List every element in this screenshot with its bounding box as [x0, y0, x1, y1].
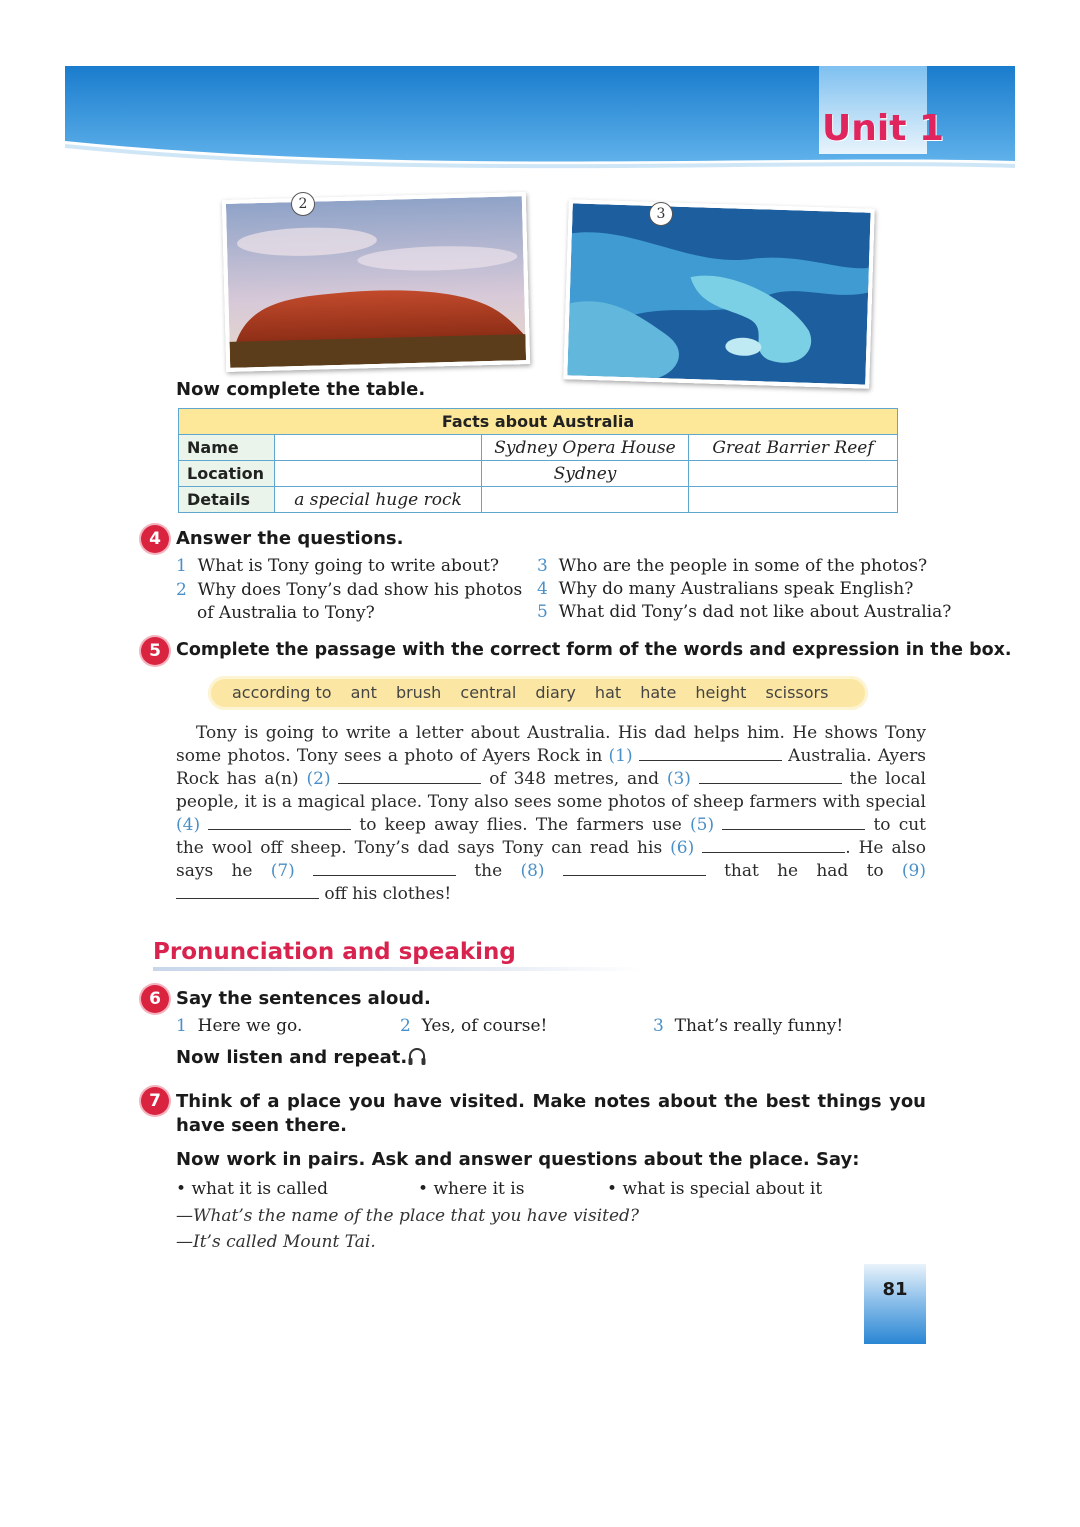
table-cell: [689, 487, 898, 513]
dialogue-line: —What’s the name of the place that you have visited?: [176, 1206, 640, 1226]
blank-9[interactable]: [176, 884, 319, 899]
table-row: [179, 487, 898, 513]
question-4: 4 Why do many Australians speak English?: [537, 579, 914, 599]
table-cell: [482, 487, 689, 513]
table-cell: [689, 461, 898, 487]
blank-3[interactable]: [699, 769, 842, 784]
exercise-number-6: 6: [141, 985, 169, 1013]
blank-4[interactable]: [208, 815, 351, 830]
row-label: Details: [179, 487, 275, 513]
blank-6[interactable]: [702, 838, 845, 853]
word-item: hate: [640, 683, 677, 702]
table-cell: [275, 461, 482, 487]
barrier-reef-photo: [563, 199, 875, 389]
blank-1[interactable]: [639, 746, 782, 761]
table-row: [179, 435, 898, 461]
headphones-icon[interactable]: [407, 1046, 427, 1068]
listen-instruction: Now listen and repeat.: [176, 1047, 408, 1068]
exercise-7-title: Think of a place you have visited. Make notes about the best things you have seen there.: [176, 1091, 926, 1136]
question-2: 2 Why does Tony’s dad show his photos of Australia to Tony?: [176, 580, 523, 623]
facts-table: [178, 408, 898, 513]
row-label: Name: [179, 435, 275, 461]
photo-number-3: 3: [649, 202, 673, 226]
bullet-item: • where it is: [418, 1179, 525, 1199]
word-item: hat: [594, 683, 622, 702]
bullet-item: • what it is called: [176, 1179, 329, 1199]
table-row: [179, 461, 898, 487]
table-title: Facts about Australia: [179, 409, 898, 435]
pairs-instruction: Now work in pairs. Ask and answer questions about the place. Say:: [176, 1149, 860, 1170]
word-box: [208, 676, 868, 710]
blank-8[interactable]: [563, 861, 706, 876]
word-item: central: [460, 683, 517, 702]
word-item: scissors: [765, 683, 829, 702]
word-item: ant: [350, 683, 377, 702]
page-number: 81: [882, 1279, 908, 1300]
blank-2[interactable]: [338, 769, 481, 784]
word-item: according to: [232, 683, 332, 702]
section-heading-underline: [153, 967, 643, 971]
bullet-item: • what is special about it: [607, 1179, 823, 1199]
sentence-3: 3 That’s really funny!: [653, 1016, 844, 1036]
word-item: height: [695, 683, 747, 702]
word-item: brush: [395, 683, 442, 702]
word-item: diary: [535, 683, 576, 702]
dialogue-line: —It’s called Mount Tai.: [176, 1232, 376, 1252]
question-3: 3 Who are the people in some of the photos?: [537, 556, 928, 576]
table-cell: Sydney: [482, 461, 689, 487]
exercise-4-title: Answer the questions.: [176, 528, 404, 549]
exercise-5-title: Complete the passage with the correct form of the words and expression in the box.: [176, 640, 1012, 660]
exercise-number-7: 7: [141, 1087, 169, 1115]
question-5: 5 What did Tony’s dad not like about Australia?: [537, 602, 952, 622]
unit-label: Unit 1: [822, 108, 944, 149]
ayers-rock-photo: [222, 192, 530, 372]
question-1: 1 What is Tony going to write about?: [176, 556, 500, 576]
blank-7[interactable]: [313, 861, 456, 876]
photo-number-2: 2: [291, 192, 315, 216]
exercise-number-5: 5: [141, 637, 169, 665]
sentence-2: 2 Yes, of course!: [400, 1016, 548, 1036]
section-heading-pronunciation: Pronunciation and speaking: [153, 939, 516, 965]
table-cell: a special huge rock: [275, 487, 482, 513]
exercise-6-title: Say the sentences aloud.: [176, 988, 431, 1009]
table-cell: Great Barrier Reef: [689, 435, 898, 461]
table-cell: Sydney Opera House: [482, 435, 689, 461]
passage: Tony is going to write a letter about Australia. His dad helps him. He shows Tony some photos. Tony sees a photo of Ayers Rock in (1) Australia. Ayers Rock has a(n) (2) of 348 metres, and (3) the local people, it is a magical place. Tony also sees some photos of sheep farmers with special (4) to keep away flies. The farmers use (5) to cut the wool off sheep. Tony’s dad says Tony can read his (6) . He also says he (7) the (8) that he had to (9) off his clothes!: [176, 723, 927, 904]
sentence-1: 1 Here we go.: [176, 1016, 303, 1036]
exercise-number-4: 4: [141, 525, 169, 553]
table-cell: [275, 435, 482, 461]
row-label: Location: [179, 461, 275, 487]
page-number-tab: [864, 1264, 926, 1344]
table-instruction: Now complete the table.: [176, 379, 426, 400]
blank-5[interactable]: [722, 815, 865, 830]
